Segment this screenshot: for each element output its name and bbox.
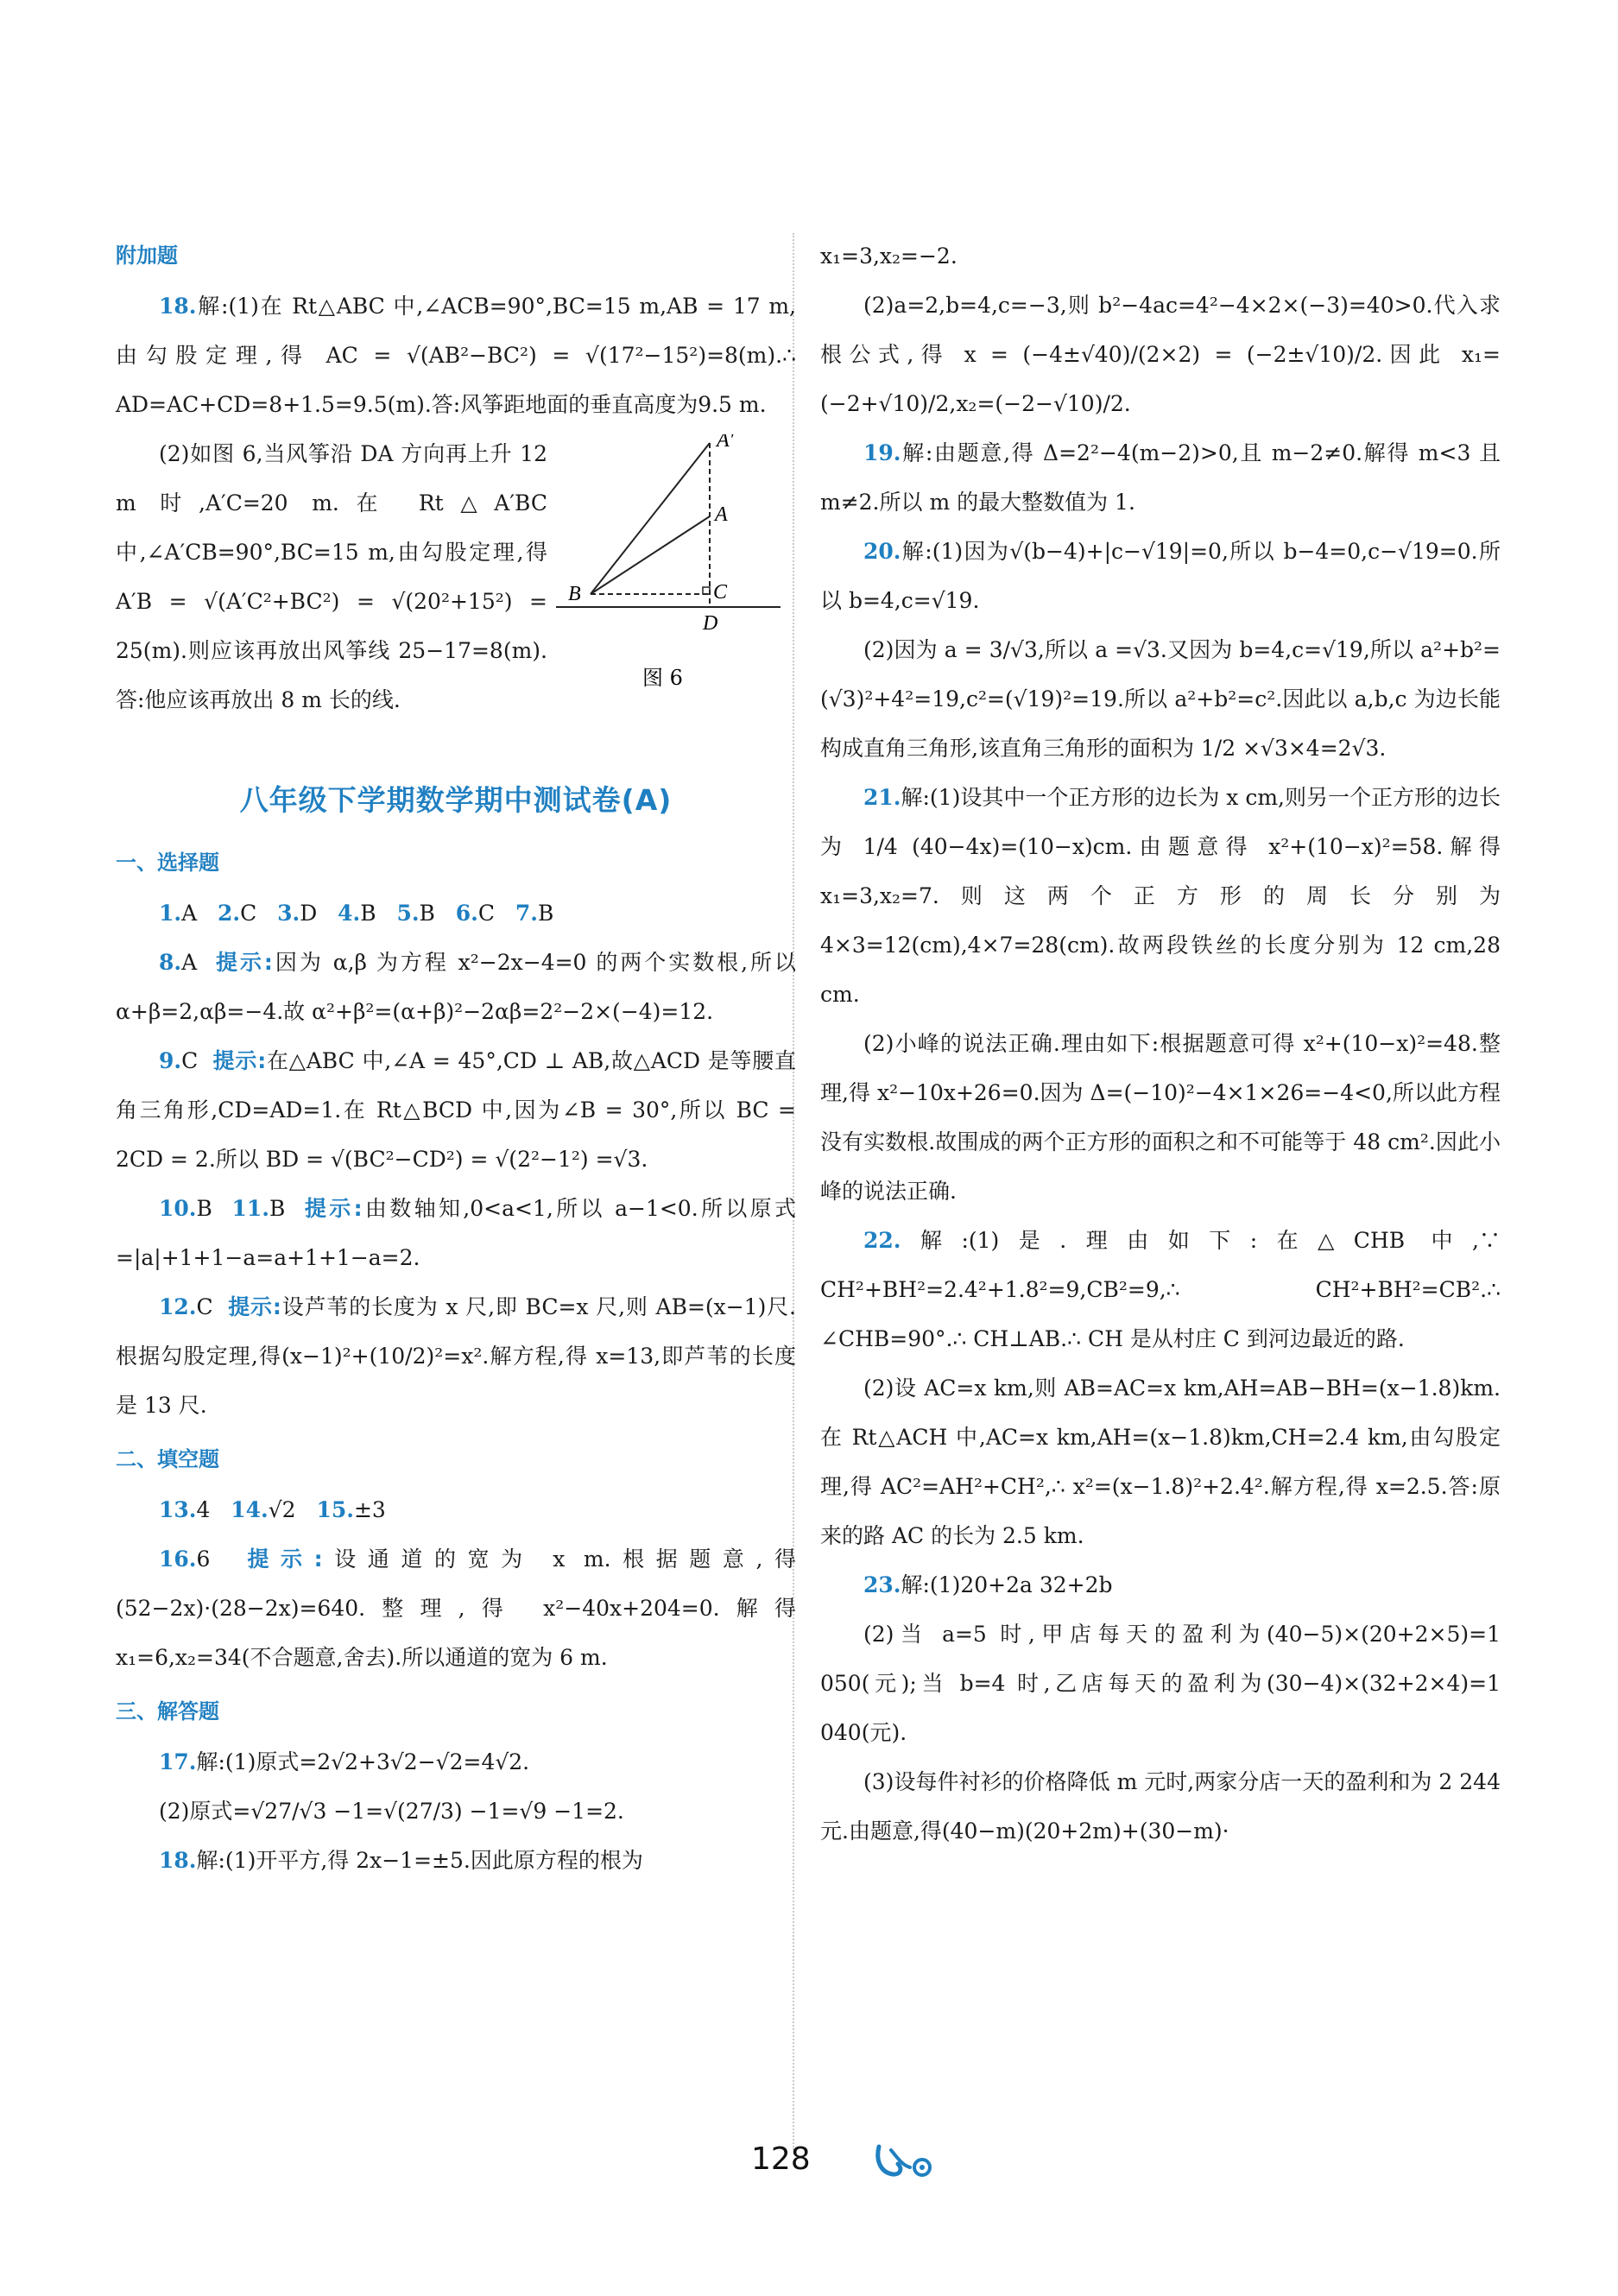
fill-answer: 4 xyxy=(196,1497,211,1522)
question-19 xyxy=(820,428,1501,527)
fill-num: 13. xyxy=(159,1497,197,1522)
question-21 xyxy=(820,773,1501,1019)
mc-num: 1. xyxy=(159,901,182,926)
question-12 xyxy=(116,1282,796,1430)
question-20-part2: (2)因为 a = 3/√3,所以 a =√3.又因为 b=4,c=√19,所以 a²+b²=(√3)²+4²=19,c²=(√19)²=19.所以 a²+b²=c².因此以 a,b,c 为边长能构成直角三角形,该直角三角形的面积为 1/2 ×√3×4=2√3. xyxy=(820,637,1501,761)
question-text: 解:(1)20+2a 32+2b xyxy=(901,1572,1113,1597)
mc-answer: B xyxy=(537,901,554,926)
mc-answer: C xyxy=(477,901,496,926)
answer: C xyxy=(181,1048,199,1073)
question-text: 解:由题意,得 Δ=2²−4(m−2)>0,且 m−2≠0.解得 m<3 且 m≠2.所以 m 的最大整数值为 1. xyxy=(820,440,1501,515)
fill-num: 14. xyxy=(231,1497,269,1522)
mc-num: 4. xyxy=(338,901,361,926)
section-solutions: 三、解答题 xyxy=(116,1699,219,1724)
continuation-2: (2)a=2,b=4,c=−3,则 b²−4ac=4²−4×2×(−3)=40>0.代入求根公式,得 x = (−4±√40)/(2×2) = (−2±√10)/2.因此 x₁=(−2+√10)/2,x₂=(−2−√10)/2. xyxy=(820,293,1501,416)
question-20 xyxy=(820,527,1501,625)
answer: B xyxy=(196,1196,212,1221)
question-text: 解:(1)设其中一个正方形的边长为 x cm,则另一个正方形的边长为 1/4 (40−4x)=(10−x)cm.由题意得 x²+(10−x)²=58.解得 x₁=3,x₂=7.则这两个正方形的周长分别为 4×3=12(cm),4×7=28(cm).故两段铁丝的长度分别为 12 cm,28 cm. xyxy=(820,785,1501,1007)
question-10-11 xyxy=(116,1184,796,1282)
question-number: 9. xyxy=(159,1048,182,1073)
fill-answers xyxy=(116,1485,796,1534)
page-number: 128 xyxy=(751,2141,811,2177)
question-number: 21. xyxy=(863,785,901,810)
fill-answer: √2 xyxy=(268,1497,296,1522)
question-number: 8. xyxy=(159,950,182,975)
question-18-block xyxy=(116,281,796,724)
mc-answer: B xyxy=(360,901,376,926)
page-footer xyxy=(0,2141,1618,2193)
question-number: 12. xyxy=(159,1294,197,1319)
mc-num: 2. xyxy=(218,901,241,926)
swirl-logo-icon xyxy=(872,2141,941,2186)
hint-text: 因为 α,β 为方程 x²−2x−4=0 的两个实数根,所以 α+β=2,αβ=−4.故 α²+β²=(α+β)²−2αβ=2²−2×(−4)=12. xyxy=(116,950,797,1024)
exam-title: 八年级下学期数学期中测试卷(A) xyxy=(239,783,673,817)
hint-label: 提示: xyxy=(228,1294,281,1319)
fill-answer: ±3 xyxy=(353,1497,386,1522)
hint-label: 提示: xyxy=(212,1048,267,1073)
question-text: 解:(1)开平方,得 2x−1=±5.因此原方程的根为 xyxy=(196,1848,643,1873)
question-number: 20. xyxy=(863,539,901,564)
mc-num: 5. xyxy=(396,901,420,926)
hint-label: 提示: xyxy=(216,950,273,975)
answer: C xyxy=(196,1294,213,1319)
extra-questions-heading: 附加题 xyxy=(116,244,178,268)
kite-diagram xyxy=(556,434,789,693)
question-18 xyxy=(116,281,796,429)
question-18-part2: (2)如图 6,当风筝沿 DA 方向再上升 12 m 时,A′C=20 m.在 Rt△A′BC 中,∠A′CB=90°,BC=15 m,由勾股定理,得 A′B = √(A′C²+BC²) = √(20²+15²) = 25(m).则应该再放出风筝线 25−17=8(m).答:他应该再放出 8 m 长的线. xyxy=(116,441,547,712)
question-text: 解:(1)因为√(b−4)+|c−√19|=0,所以 b−4=0,c−√19=0.所以 b=4,c=√19. xyxy=(820,539,1501,613)
question-9 xyxy=(116,1036,796,1184)
answer: 6 xyxy=(196,1546,211,1572)
question-16 xyxy=(116,1534,796,1682)
mc-num: 6. xyxy=(455,901,478,926)
figure-6 xyxy=(556,434,789,728)
mc-answer: A xyxy=(181,901,198,926)
hint-text: 在△ABC 中,∠A = 45°,CD ⊥ AB,故△ACD 是等腰直角三角形,CD=AD=1.在 Rt△BCD 中,因为∠B = 30°,所以 BC = 2CD = 2.所以 BD = √(BC²−CD²) = √(2²−1²) =√3. xyxy=(116,1048,796,1172)
label-c: C xyxy=(713,581,728,604)
label-a-prime: A′ xyxy=(717,434,734,452)
question-number: 11. xyxy=(231,1196,269,1221)
question-text: 解:(1)是.理由如下:在△CHB 中,∵ CH²+BH²=2.4²+1.8²=9,CB²=9,∴ CH²+BH²=CB².∴ ∠CHB=90°.∴ CH⊥AB.∴ CH 是从村庄 C 到河边最近的路. xyxy=(820,1228,1501,1351)
continuation-1: x₁=3,x₂=−2. xyxy=(820,244,958,269)
figure-caption: 图 6 xyxy=(642,666,683,690)
mc-num: 3. xyxy=(277,901,300,926)
left-column xyxy=(116,231,796,1885)
mc-answer: C xyxy=(240,901,257,926)
hint-label: 提示: xyxy=(247,1546,323,1572)
label-b: B xyxy=(568,583,581,605)
section-multiple-choice: 一、选择题 xyxy=(116,851,219,875)
label-a: A xyxy=(715,503,728,526)
question-number: 19. xyxy=(863,440,901,465)
question-number: 18. xyxy=(159,294,197,319)
question-number: 17. xyxy=(159,1749,197,1774)
right-column xyxy=(820,231,1501,1856)
question-number: 22. xyxy=(863,1228,901,1253)
answer: A xyxy=(181,950,198,975)
question-22-part2: (2)设 AC=x km,则 AB=AC=x km,AH=AB−BH=(x−1.8)km.在 Rt△ACH 中,AC=x km,AH=(x−1.8)km,CH=2.4 km,由勾股定理,得 AC²=AH²+CH²,∴ x²=(x−1.8)²+2.4².解方程,得 x=2.5.答:原来的路 AC 的长为 2.5 km. xyxy=(820,1376,1501,1548)
question-23-part2: (2)当 a=5 时,甲店每天的盈利为(40−5)×(20+2×5)=1 050(元);当 b=4 时,乙店每天的盈利为(30−4)×(32+2×4)=1 040(元). xyxy=(820,1622,1501,1745)
mc-num: 7. xyxy=(515,901,538,926)
question-text: 解:(1)在 Rt△ABC 中,∠ACB=90°,BC=15 m,AB = 17 m,由勾股定理,得 AC = √(AB²−BC²) = √(17²−15²)=8(m).∴ AD=AC+CD=8+1.5=9.5(m).答:风筝距地面的垂直高度为9.5 m. xyxy=(116,294,796,417)
fill-num: 15. xyxy=(316,1497,354,1522)
hint-text: 由数轴知,0<a<1,所以 a−1<0.所以原式=|a|+1+1−a=a+1+1−a=2. xyxy=(116,1196,796,1270)
question-21-part2: (2)小峰的说法正确.理由如下:根据题意可得 x²+(10−x)²=48.整理,得 x²−10x+26=0.因为 Δ=(−10)²−4×1×26=−4<0,所以此方程没有实数根.故围成的两个正方形的面积之和不可能等于 48 cm².因此小峰的说法正确. xyxy=(820,1031,1501,1204)
question-number: 10. xyxy=(159,1196,197,1221)
question-number: 18. xyxy=(159,1848,197,1873)
mc-answer: D xyxy=(300,901,318,926)
mc-answer: B xyxy=(419,901,435,926)
question-18b xyxy=(116,1836,796,1885)
hint-text: 设通道的宽为 x m.根据题意,得(52−2x)·(28−2x)=640.整理,得 x²−40x+204=0.解得 x₁=6,x₂=34(不合题意,舍去).所以通道的宽为 6 m. xyxy=(116,1546,796,1670)
hint-text: 设芦苇的长度为 x 尺,即 BC=x 尺,则 AB=(x−1)尺.根据勾股定理,得(x−1)²+(10/2)²=x².解方程,得 x=13,即芦苇的长度是 13 尺. xyxy=(116,1294,796,1418)
question-text: 解:(1)原式=2√2+3√2−√2=4√2. xyxy=(196,1749,530,1774)
question-number: 16. xyxy=(159,1546,197,1572)
hint-label: 提示: xyxy=(304,1196,363,1221)
question-8 xyxy=(116,938,796,1036)
answer: B xyxy=(269,1196,286,1221)
question-23 xyxy=(820,1560,1501,1610)
mc-answers xyxy=(116,889,796,938)
label-d: D xyxy=(703,612,718,635)
question-number: 23. xyxy=(863,1572,901,1597)
question-17 xyxy=(116,1737,796,1787)
question-17-part2: (2)原式=√27/√3 −1=√(27/3) −1=√9 −1=2. xyxy=(159,1799,624,1824)
question-22 xyxy=(820,1216,1501,1363)
question-23-part3: (3)设每件衬衫的价格降低 m 元时,两家分店一天的盈利和为 2 244 元.由题意,得(40−m)(20+2m)+(30−m)· xyxy=(820,1769,1501,1844)
section-fill-in: 二、填空题 xyxy=(116,1447,219,1471)
